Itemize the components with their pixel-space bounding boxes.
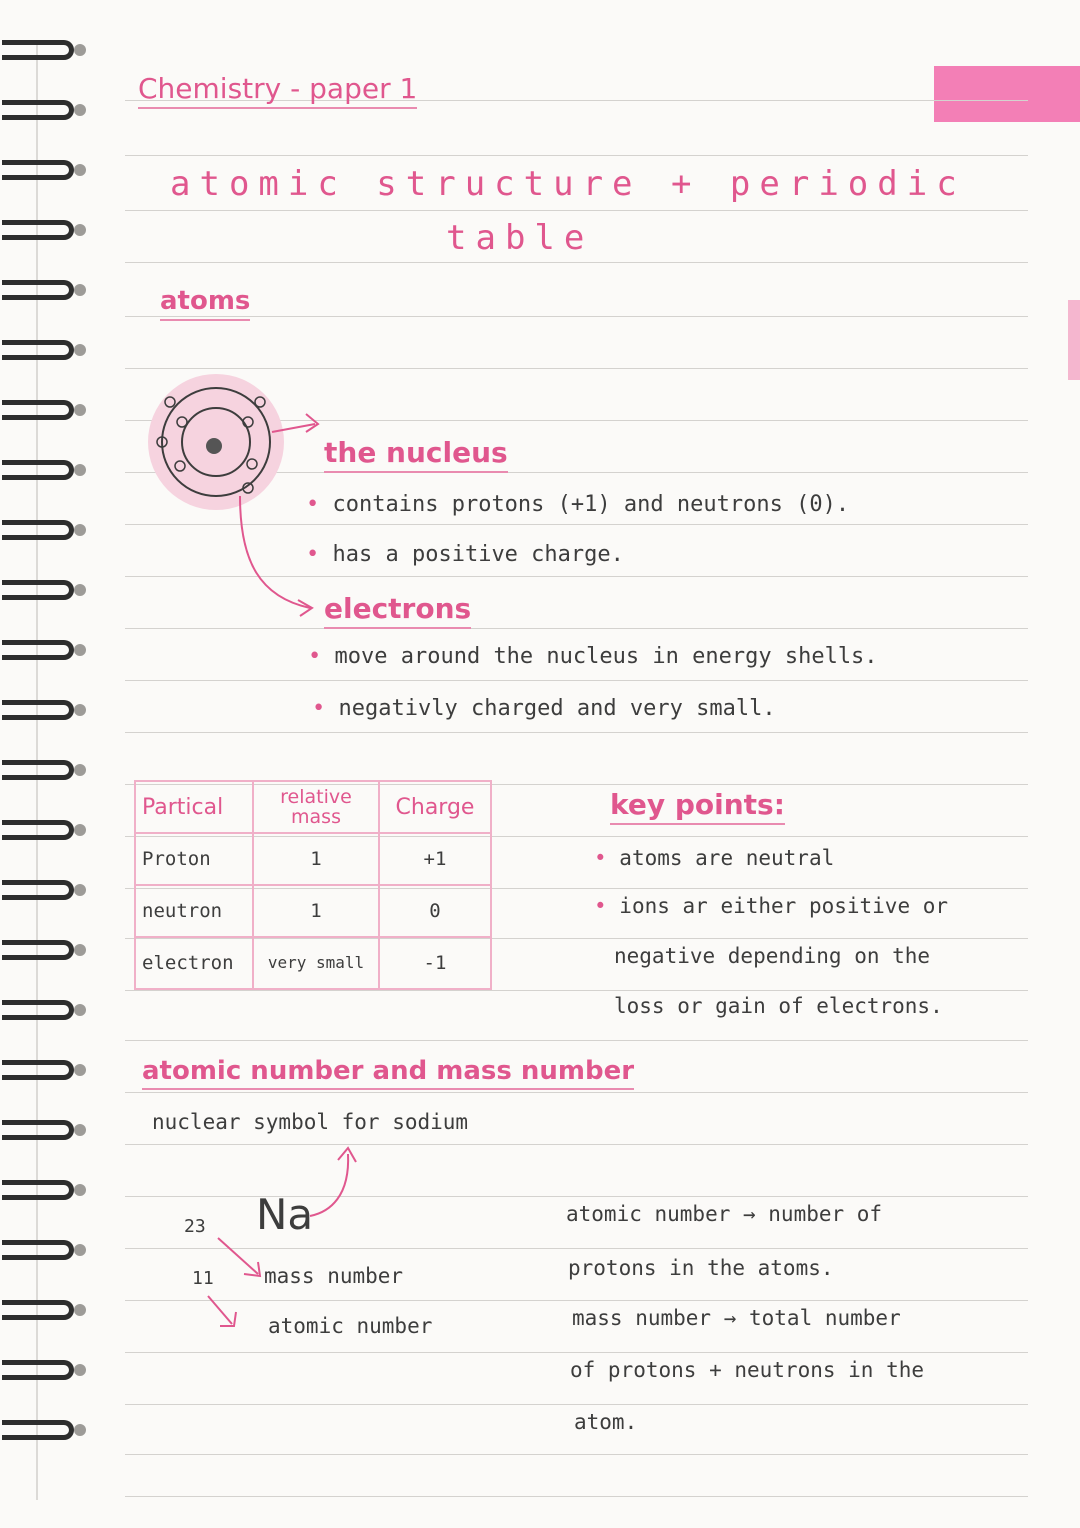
ring-loop [2, 640, 74, 660]
ring-hole [74, 1364, 86, 1376]
nuclear-symbol-label: nuclear symbol for sodium [152, 1110, 469, 1134]
element-symbol: Na [256, 1190, 314, 1239]
ruled-line [125, 316, 1028, 317]
spiral-ring [0, 1180, 88, 1202]
ring-hole [74, 1064, 86, 1076]
ruled-line [125, 1092, 1028, 1093]
spiral-ring [0, 700, 88, 722]
ring-loop [2, 40, 74, 60]
subject-header: Chemistry - paper 1 [138, 72, 417, 109]
spiral-ring [0, 40, 88, 62]
ring-hole [74, 644, 86, 656]
ring-hole [74, 1304, 86, 1316]
nucleus-point-1: • contains protons (+1) and neutrons (0). [306, 492, 850, 517]
ruled-line [125, 680, 1028, 681]
ring-hole [74, 1244, 86, 1256]
spiral-ring [0, 1300, 88, 1322]
sticky-note-tab [934, 66, 1080, 122]
ring-loop [2, 520, 74, 540]
mass-number-value: 23 [184, 1216, 206, 1237]
table-cell: electron [135, 937, 253, 989]
ring-hole [74, 104, 86, 116]
ring-hole [74, 284, 86, 296]
electrons-heading: electrons [324, 592, 471, 629]
ruled-line [125, 262, 1028, 263]
ring-loop [2, 580, 74, 600]
ring-loop [2, 100, 74, 120]
ring-hole [74, 464, 86, 476]
ring-hole [74, 944, 86, 956]
symbol-arrow-head [338, 1148, 356, 1162]
electron-point-1: • move around the nucleus in energy shells. [308, 644, 878, 669]
ring-hole [74, 404, 86, 416]
ring-hole [74, 584, 86, 596]
ring-hole [74, 824, 86, 836]
spiral-ring [0, 640, 88, 662]
spiral-ring [0, 460, 88, 482]
ring-hole [74, 524, 86, 536]
spiral-ring [0, 1420, 88, 1442]
particle-table [134, 780, 492, 990]
symbol-arrow [310, 1154, 348, 1216]
table-row [135, 937, 491, 989]
definition-line-2: protons in the atoms. [568, 1256, 834, 1280]
ring-hole [74, 1184, 86, 1196]
table-header-row [135, 781, 491, 833]
definition-line-5: atom. [574, 1410, 638, 1434]
spiral-ring [0, 1360, 88, 1382]
spiral-ring [0, 880, 88, 902]
ring-loop [2, 340, 74, 360]
spiral-ring [0, 820, 88, 842]
table-row [135, 885, 491, 937]
spiral-ring [0, 220, 88, 242]
ruled-line [125, 155, 1028, 156]
spiral-ring [0, 100, 88, 122]
table-cell: very small [253, 937, 379, 989]
definition-line-3: mass number → total number [572, 1306, 901, 1330]
table-header-mass: relative mass [253, 781, 379, 833]
ruled-line [125, 990, 1028, 991]
ring-loop [2, 1360, 74, 1380]
mass-number-arrow [218, 1238, 258, 1274]
ring-hole [74, 1424, 86, 1436]
spiral-ring [0, 760, 88, 782]
ruled-line [125, 732, 1028, 733]
ring-hole [74, 1004, 86, 1016]
nucleus-arrow-head [306, 414, 318, 432]
table-cell: 0 [379, 885, 491, 937]
key-points-heading: key points: [610, 788, 785, 825]
spiral-ring [0, 520, 88, 542]
mass-number-label: mass number [264, 1264, 404, 1288]
ring-loop [2, 1120, 74, 1140]
table-cell: 1 [253, 885, 379, 937]
nucleus-dot [206, 438, 222, 454]
ring-hole [74, 764, 86, 776]
ring-hole [74, 884, 86, 896]
ring-loop [2, 160, 74, 180]
ruled-line [125, 1404, 1028, 1405]
ruled-line [125, 1454, 1028, 1455]
key-point-1: • atoms are neutral [594, 846, 835, 870]
ring-loop [2, 760, 74, 780]
nucleus-point-2: • has a positive charge. [306, 542, 624, 567]
ruled-line [125, 1496, 1028, 1497]
ring-loop [2, 1300, 74, 1320]
atomic-number-heading: atomic number and mass number [142, 1056, 634, 1090]
ring-loop [2, 940, 74, 960]
table-header-charge: Charge [379, 781, 491, 833]
spiral-ring [0, 580, 88, 602]
sticky-note-edge [1068, 300, 1080, 380]
spiral-ring [0, 1000, 88, 1022]
ruled-line [125, 1040, 1028, 1041]
electron-point-2: • negativly charged and very small. [312, 696, 776, 721]
ring-loop [2, 1000, 74, 1020]
ring-loop [2, 1180, 74, 1200]
spiral-ring [0, 280, 88, 302]
key-point-4: loss or gain of electrons. [614, 994, 943, 1018]
atoms-heading: atoms [160, 286, 250, 321]
key-point-3: negative depending on the [614, 944, 931, 968]
spiral-ring [0, 400, 88, 422]
ring-loop [2, 700, 74, 720]
spiral-ring [0, 1240, 88, 1262]
spiral-ring [0, 1120, 88, 1142]
table-header-particle: Partical [135, 781, 253, 833]
atomic-number-label: atomic number [268, 1314, 433, 1338]
atomic-number-arrow [208, 1296, 232, 1324]
ring-hole [74, 164, 86, 176]
table-cell: +1 [379, 833, 491, 885]
spiral-ring [0, 160, 88, 182]
table-cell: -1 [379, 937, 491, 989]
table-cell: 1 [253, 833, 379, 885]
spiral-ring [0, 340, 88, 362]
ruled-line [125, 628, 1028, 629]
page-title-line1: atomic structure + periodic [170, 164, 966, 204]
ring-loop [2, 820, 74, 840]
ring-hole [74, 224, 86, 236]
ruled-line [125, 1352, 1028, 1353]
ruled-line [125, 210, 1028, 211]
spiral-ring [0, 940, 88, 962]
ring-loop [2, 400, 74, 420]
key-point-2: • ions ar either positive or [594, 894, 949, 918]
spiral-ring [0, 1060, 88, 1082]
ring-hole [74, 344, 86, 356]
definition-line-4: of protons + neutrons in the [570, 1358, 925, 1382]
ring-loop [2, 220, 74, 240]
ring-loop [2, 1240, 74, 1260]
ring-loop [2, 280, 74, 300]
ring-hole [74, 1124, 86, 1136]
page-title-line2: table [446, 218, 594, 258]
table-cell: neutron [135, 885, 253, 937]
table-cell: Proton [135, 833, 253, 885]
table-row [135, 833, 491, 885]
definition-line-1: atomic number → number of [566, 1202, 883, 1226]
ring-loop [2, 1060, 74, 1080]
ring-loop [2, 880, 74, 900]
ring-hole [74, 704, 86, 716]
atomic-number-value: 11 [192, 1268, 214, 1289]
nucleus-heading: the nucleus [324, 436, 508, 473]
ring-loop [2, 460, 74, 480]
electron-arrow [240, 496, 310, 608]
ring-loop [2, 1420, 74, 1440]
ring-hole [74, 44, 86, 56]
